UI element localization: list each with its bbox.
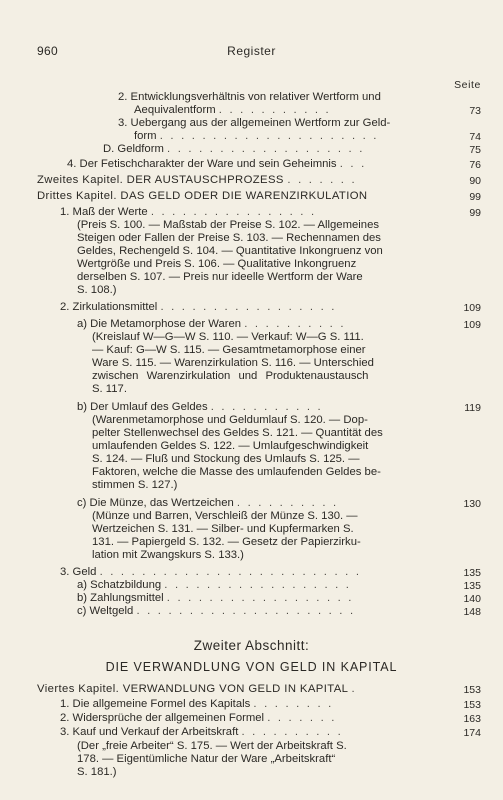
page-number: 960 <box>37 44 58 58</box>
toc-entry <box>77 579 351 592</box>
toc-subtext: derselben S. 107. — Preis nur ideelle Wertform der Ware <box>77 271 363 283</box>
toc-subtext: (Der „freie Arbeiter“ S. 175. — Wert der Arbeitskraft S. <box>77 740 347 752</box>
toc-entry-text: D. Geldform <box>103 143 164 155</box>
toc-entry <box>77 605 355 618</box>
toc-page-ref: 130 <box>463 498 481 510</box>
toc-page-ref: 174 <box>463 727 481 739</box>
toc-entry <box>60 712 337 725</box>
toc-subtext: umlaufenden Geldes S. 122. — Umlaufgeschwindigkeit <box>92 440 369 452</box>
seite-column-label: Seite <box>454 79 481 91</box>
toc-subtext: 178. — Eigentümliche Natur der Ware „Arbeitskraft“ <box>77 753 336 765</box>
leader-dots: . . . . . . . . . . . . . . . . . . <box>164 579 352 591</box>
toc-subtext: lation mit Zwangskurs S. 133.) <box>92 549 244 561</box>
section-label: Zweiter Abschnitt: <box>193 638 310 653</box>
toc-entry-text: 1. Die allgemeine Formel des Kapitals <box>60 698 251 710</box>
toc-subtext: zwischen Warenzirkulation und Produktenaustausch <box>92 370 369 382</box>
leader-dots: . . . . . . . . . . . . . . . . <box>150 206 317 218</box>
toc-entry-text: 2. Zirkulationsmittel <box>60 301 158 313</box>
toc-subtext: Steigen oder Fallen der Preise S. 103. — Rechennamen des <box>77 232 381 244</box>
toc-page-ref: 73 <box>469 105 481 117</box>
toc-entry-text: form <box>134 130 157 142</box>
toc-subtext: — Kauf: G—W S. 115. — Gesamtmetamorphose einer <box>92 344 366 356</box>
leader-dots: . . . . . . . . . . . . . . . . . <box>160 301 337 313</box>
toc-entry-text: 2. Widersprüche der allgemeinen Formel <box>60 712 265 724</box>
section-title: DIE VERWANDLUNG VON GELD IN KAPITAL <box>105 660 398 674</box>
toc-page-ref: 99 <box>469 191 481 203</box>
leader-dots: . . . . . . . . . . . . . . . . . . . . . . . . . <box>99 566 362 578</box>
leader-dots: . . . . . . . . . . . <box>218 104 331 116</box>
toc-subtext: S. 117. <box>92 383 127 395</box>
toc-subtext: Ware S. 115. — Warenzirkulation S. 116. — Unterschied <box>92 357 374 369</box>
toc-subtext: Geldes, Rechengeld S. 104. — Quantitative Inkongruenz von <box>77 245 383 257</box>
toc-entry <box>134 104 331 117</box>
toc-page-ref: 153 <box>463 699 481 711</box>
toc-entry <box>77 497 338 510</box>
leader-dots: . . . . . . . . <box>253 698 334 710</box>
toc-entry <box>77 592 354 605</box>
toc-entry <box>134 130 379 143</box>
toc-entry-text: a) Die Metamorphose der Waren <box>77 318 242 330</box>
toc-subtext: (Preis S. 100. — Maßstab der Preise S. 102. — Allgemeines <box>77 219 380 231</box>
toc-subtext: Wertzeichen S. 131. — Silber- und Kupfermarken S. <box>92 523 354 535</box>
toc-entry-text: Zweites Kapitel. DER AUSTAUSCHPROZESS <box>37 174 284 186</box>
leader-dots: . . . . . . . . . . <box>236 497 339 509</box>
toc-subtext: (Warenmetamorphose und Geldumlauf S. 120. — Dop- <box>92 414 368 426</box>
leader-dots: . . . . . . . . . . . <box>210 401 323 413</box>
toc-page-ref: 90 <box>469 175 481 187</box>
toc-chapter: Drittes Kapitel. DAS GELD ODER DIE WARENZIRKULATION <box>37 190 368 202</box>
toc-entry: 2. Entwicklungsverhältnis von relativer Wertform und <box>118 91 381 103</box>
toc-entry <box>77 401 323 414</box>
toc-entry <box>60 566 361 579</box>
toc-subtext: S. 124. — Fluß und Stockung des Umlaufs S. 125. — <box>92 453 360 465</box>
toc-entry-text: b) Der Umlauf des Geldes <box>77 401 208 413</box>
toc-subtext: (Kreislauf W—G—W S. 110. — Verkauf: W—G S. 111. <box>92 331 364 343</box>
toc-entry-text: c) Die Münze, das Wertzeichen <box>77 497 234 509</box>
toc-entry: 3. Uebergang aus der allgemeinen Wertform zur Geld- <box>118 117 391 129</box>
toc-page-ref: 76 <box>469 159 481 171</box>
toc-subtext: (Münze und Barren, Verschleiß der Münze S. 130. — <box>92 510 358 522</box>
toc-entry <box>60 698 334 711</box>
leader-dots: . . . . . . . <box>267 712 337 724</box>
toc-page-ref: 119 <box>464 402 481 414</box>
toc-entry-text: Aequivalentform <box>134 104 216 116</box>
toc-entry-text: a) Schatzbildung <box>77 579 162 591</box>
leader-dots: . . . <box>339 158 367 170</box>
toc-subtext: pelter Stellenwechsel des Geldes S. 121. — Quantität des <box>92 427 383 439</box>
leader-dots: . . . . . . . . . . . . . . . . . . <box>166 592 354 604</box>
running-header: Register <box>227 44 276 58</box>
toc-chapter <box>37 174 357 187</box>
toc-entry-text: b) Zahlungsmittel <box>77 592 164 604</box>
toc-entry <box>67 158 366 171</box>
toc-subtext: stimmen S. 127.) <box>92 479 178 491</box>
toc-page-ref: 75 <box>469 144 481 156</box>
leader-dots: . . . . . . . . . . . . . . . . . . . <box>167 143 365 155</box>
leader-dots: . . . . . . . . . . <box>241 726 343 738</box>
toc-entry-text: 3. Geld <box>60 566 97 578</box>
toc-subtext: S. 108.) <box>77 284 117 296</box>
toc-page-ref: 140 <box>463 593 481 605</box>
toc-subtext: Wertgröße und Preis S. 106. — Qualitative Inkongruenz <box>77 258 357 270</box>
toc-entry <box>60 726 343 739</box>
leader-dots: . . . . . . . . . . . . . . . . . . . . . <box>159 130 379 142</box>
leader-dots: . . . . . . . . . . <box>244 318 346 330</box>
leader-dots: . . . . . . . <box>287 174 357 186</box>
toc-entry-text: Viertes Kapitel. VERWANDLUNG VON GELD IN KAPITAL <box>37 683 348 695</box>
toc-page-ref: 109 <box>463 302 481 314</box>
toc-entry-text: 3. Kauf und Verkauf der Arbeitskraft <box>60 726 239 738</box>
toc-entry-text: 4. Der Fetischcharakter der Ware und sein Geheimnis <box>67 158 337 170</box>
toc-entry-text: 1. Maß der Werte <box>60 206 148 218</box>
toc-entry <box>103 143 365 156</box>
toc-page-ref: 148 <box>463 606 481 618</box>
toc-page-ref: 109 <box>463 319 481 331</box>
toc-entry <box>60 301 337 314</box>
toc-page-ref: 153 <box>463 684 481 696</box>
toc-subtext: S. 181.) <box>77 766 117 778</box>
toc-page-ref: 135 <box>463 580 481 592</box>
toc-page-ref: 74 <box>469 131 481 143</box>
toc-entry-text: c) Weltgeld <box>77 605 134 617</box>
leader-dots: . . . . . . . . . . . . . . . . . . . . . <box>136 605 356 617</box>
toc-page-ref: 135 <box>463 567 481 579</box>
toc-subtext: Faktoren, welche die Masse des umlaufenden Geldes be- <box>92 466 381 478</box>
toc-entry <box>60 206 316 219</box>
toc-page-ref: 99 <box>469 207 481 219</box>
toc-entry <box>77 318 346 331</box>
toc-page-ref: 163 <box>463 713 481 725</box>
leader-dots: . <box>351 683 357 695</box>
toc-subtext: 131. — Papiergeld S. 132. — Gesetz der Papierzirku- <box>92 536 361 548</box>
toc-chapter <box>37 683 357 696</box>
